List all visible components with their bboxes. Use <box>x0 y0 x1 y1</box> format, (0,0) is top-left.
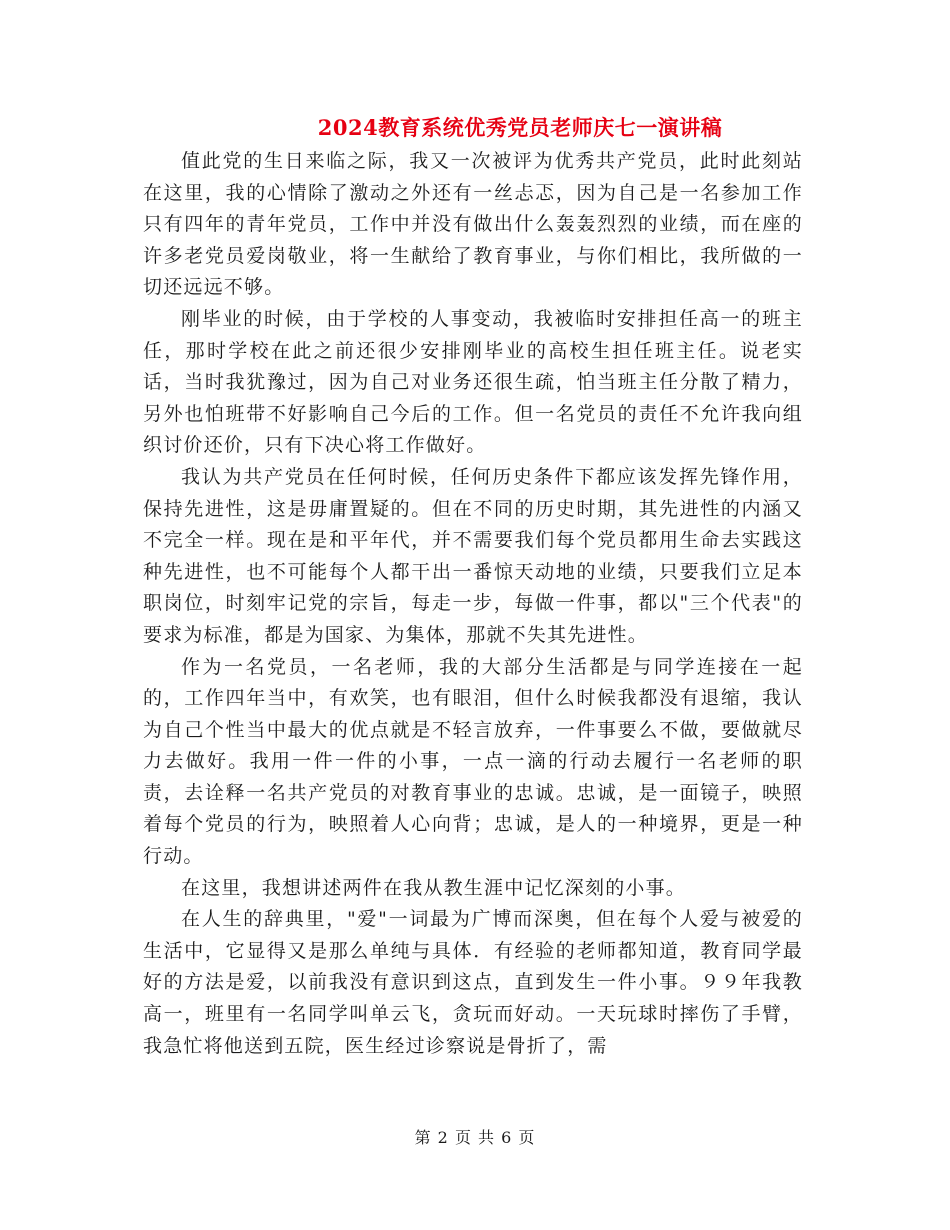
paragraph: 作为一名党员，一名老师，我的大部分生活都是与同学连接在一起的，工作四年当中，有欢笑，也有眼泪，但什么时候我都没有退缩，我认为自己个性当中最大的优点就是不轻言放弃，一件事要么不做，要做就尽力去做好。我用一件一件的小事，一点一滴的行动去履行一名老师的职责，去诠释一名共产党员的对教育事业的忠诚。忠诚，是一面镜子，映照着每个党员的行为，映照着人心向背；忠诚，是人的一种境界，更是一种行动。 <box>143 655 803 868</box>
paragraph: 刚毕业的时候，由于学校的人事变动，我被临时安排担任高一的班主任，那时学校在此之前还很少安排刚毕业的高校生担任班主任。说老实话，当时我犹豫过，因为自己对业务还很生疏，怕当班主任分散了精力，另外也怕班带不好影响自己今后的工作。但一名党员的责任不允许我向组织讨价还价，只有下决心将工作做好。 <box>143 307 803 457</box>
document-body <box>143 146 803 1062</box>
paragraph: 在这里，我想讲述两件在我从教生涯中记忆深刻的小事。 <box>181 876 687 899</box>
document-title: 2024教育系统优秀党员老师庆七一演讲稿 <box>317 115 723 140</box>
paragraph: 在人生的辞典里，"爱"一词最为广博而深奥，但在每个人爱与被爱的生活中，它显得又是那么单纯与具体．有经验的老师都知道，教育同学最好的方法是爱，以前我没有意识到这点，直到发生一件小事。９９年我教高一，班里有一名同学叫单云飞，贪玩而好动。一天玩球时摔伤了手臂，我急忙将他送到五院，医生经过诊察说是骨折了，需 <box>143 908 803 1057</box>
paragraph: 我认为共产党员在任何时候，任何历史条件下都应该发挥先锋作用，保持先进性，这是毋庸置疑的。但在不同的历史时期，其先进性的内涵又不完全一样。现在是和平年代，并不需要我们每个党员都用生命去实践这种先进性，也不可能每个人都干出一番惊天动地的业绩，只要我们立足本职岗位，时刻牢记党的宗旨，每走一步，每做一件事，都以"三个代表"的要求为标准，都是为国家、为集体，那就不失其先进性。 <box>143 465 803 646</box>
paragraph: 值此党的生日来临之际，我又一次被评为优秀共产党员，此时此刻站在这里，我的心情除了激动之外还有一丝忐忑，因为自己是一名参加工作只有四年的青年党员，工作中并没有做出什么轰轰烈烈的业绩，而在座的许多老党员爱岗敬业，将一生献给了教育事业，与你们相比，我所做的一切还远远不够。 <box>143 150 803 299</box>
page-footer: 第 2 页 共 6 页 <box>414 1128 536 1147</box>
